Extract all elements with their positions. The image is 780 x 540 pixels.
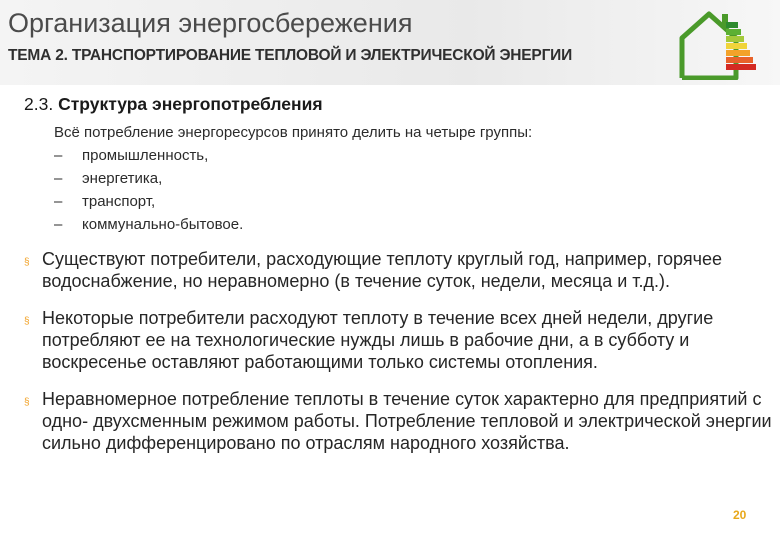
bullet-marker-icon: § — [24, 257, 30, 268]
bullet-list — [24, 248, 774, 469]
dash-marker: – — [54, 147, 63, 164]
page-number: 20 — [733, 508, 747, 522]
dash-marker: – — [54, 170, 63, 187]
bullet-marker-icon: § — [24, 397, 30, 408]
intro-block — [54, 121, 532, 236]
slide-title: Организация энергосбережения — [8, 8, 413, 38]
bullet-marker-icon: § — [24, 316, 30, 327]
bullet-text: Некоторые потребители расходуют теплоту в течение всех дней недели, другие потребляют ее на технологические нужды лишь в рабочие дни, а в субботу и воскресенье оставляют работающими только системы отопления. — [42, 308, 714, 372]
bullet-item — [24, 248, 774, 292]
dash-marker: – — [54, 216, 63, 233]
list-item-text: транспорт, — [82, 193, 156, 210]
list-item — [54, 213, 532, 236]
section-heading — [24, 94, 323, 115]
dash-marker: – — [54, 193, 63, 210]
list-item — [54, 190, 532, 213]
section-title: Структура энергопотребления — [58, 94, 323, 114]
bullet-text: Существуют потребители, расходующие теплоту круглый год, например, горячее водоснабжение, но неравномерно (в течение суток, недели, месяца и т.д.). — [42, 249, 723, 291]
bullet-item — [24, 388, 774, 454]
slide-header — [0, 0, 780, 85]
list-item-text: энергетика, — [82, 170, 163, 187]
bullet-item — [24, 307, 774, 373]
section-number: 2.3. — [24, 94, 54, 114]
list-item — [54, 144, 532, 167]
intro-lead: Всё потребление энергоресурсов принято делить на четыре группы: — [54, 124, 533, 141]
list-item-text: коммунально-бытовое. — [82, 216, 244, 233]
slide-subtitle: ТЕМА 2. ТРАНСПОРТИРОВАНИЕ ТЕПЛОВОЙ И ЭЛЕКТРИЧЕСКОЙ ЭНЕРГИИ — [8, 47, 573, 64]
list-item-text: промышленность, — [82, 147, 209, 164]
list-item — [54, 167, 532, 190]
energy-efficiency-house-icon — [676, 8, 756, 80]
bullet-text: Неравномерное потребление теплоты в течение суток характерно для предприятий с одно- двухсменным режимом работы. Потребление тепловой и электрической энергии сильно дифференцировано по отраслям народного хозяйства. — [42, 389, 772, 453]
